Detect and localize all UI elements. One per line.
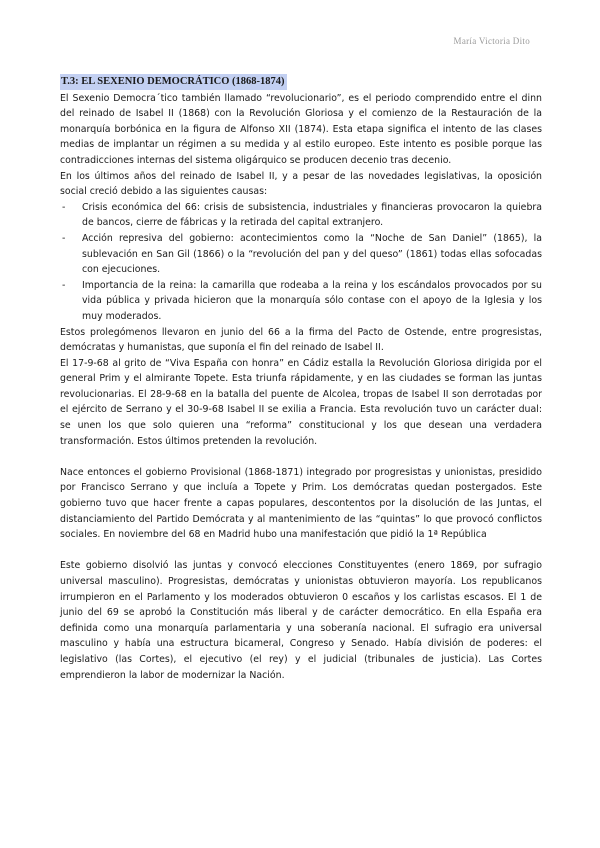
document-body — [60, 74, 542, 683]
cause-item-economic: - Crisis económica del 66: crisis de subsistencia, industriales y financieras provocaron la quiebra de bancos, cierre de fábricas y la retirada del capital extranjero. — [60, 200, 542, 231]
provisional-paragraph: Nace entonces el gobierno Provisional (1868-1871) integrado por progresistas y unionistas, presidido por Francisco Serrano y que incluía a Topete y Prim. Los demócratas quedan postergados. Este gobierno tuvo que hacer frente a capas populares, descontentos por la disolución de las Juntas, el distanciamiento del Partido Demócrata y al mantenimiento de las “quintas” lo que provocó conflictos sociales. En noviembre del 68 en Madrid hubo una manifestación que pidió la 1ª República — [60, 466, 542, 541]
causes-intro-paragraph: En los últimos años del reinado de Isabel II, y a pesar de las novedades legislativas, la oposición social creció debido a las siguientes causas: — [60, 170, 542, 198]
author-name: María Victoria Dito — [453, 36, 530, 46]
constituyentes-paragraph: Este gobierno disolvió las juntas y convocó elecciones Constituyentes (enero 1869, por sufragio universal masculino). Progresistas, demócratas y unionistas obtuvieron mayoría. Los republicanos irrumpieron en el Parlamento y los moderados obtuvieron 0 escaños y los carlistas escasos. El 1 de junio del 69 se aprobó la Constitución más liberal y de carácter democrático. En ella España era definida como una monarquía parlamentaria y una soberanía nacional. El sufragio era universal masculino y había una estructura bicameral, Congreso y Senado. Había división de poderes: el legislativo (las Cortes), el ejecutivo (el rey) y el judicial (tribunales de justicia). Las Cortes emprendieron la labor de modernizar la Nación. — [60, 560, 542, 681]
cause-item-queen: - Importancia de la reina: la camarilla que rodeaba a la reina y los escándalos provocados por su vida pública y privada hicieron que la monarquía sólo contase con el apoyo de la Iglesia y los muy moderados. — [60, 278, 542, 325]
section-title: T.3: EL SEXENIO DEMOCRÁTICO (1868-1874) — [60, 74, 287, 90]
cause-item-repression: - Acción represiva del gobierno: acontecimientos como la “Noche de San Daniel” (1865), la sublevación en San Gil (1866) o la “revolución del pan y del queso” (1861) todas ellas sofocadas con ejecuciones. — [60, 231, 542, 278]
ostende-paragraph: Estos prolegómenos llevaron en junio del 66 a la firma del Pacto de Ostende, entre progresistas, demócratas y humanistas, que suponía el fin del reinado de Isabel II. — [60, 326, 542, 354]
paragraph-spacer — [60, 543, 542, 559]
gloriosa-paragraph: El 17-9-68 al grito de “Viva España con honra” en Cádiz estalla la Revolución Gloriosa dirigida por el general Prim y el almirante Topete. Esta triunfa rápidamente, y en las ciudades se forman las juntas revolucionarias. El 28-9-68 en la batalla del puente de Alcolea, tropas de Isabel II son derrotadas por el ejército de Serrano y el 30-9-68 Isabel II se exilia a Francia. Esta revolución tuvo un carácter dual: se unen los que solo quieren una “reforma” constitucional y los que desean una verdadera transformación. Estos últimos pretenden la revolución. — [60, 357, 542, 447]
intro-paragraph: El Sexenio Democra´tico también llamado “revolucionario”, es el periodo comprendido entre el dinn del reinado de Isabel II (1868) con la Revolución Gloriosa y el comienzo de la Restauración de la monarquía borbónica en la figura de Alfonso XII (1874). Esta etapa significa el intento de las clases medias de implantar un régimen a su medida y al estilo europeo. Este intento es posible porque las contradicciones internas del sistema oligárquico se producen decenio tras decenio. — [60, 92, 542, 166]
causes-list — [60, 200, 542, 325]
paragraph-spacer — [60, 449, 542, 465]
